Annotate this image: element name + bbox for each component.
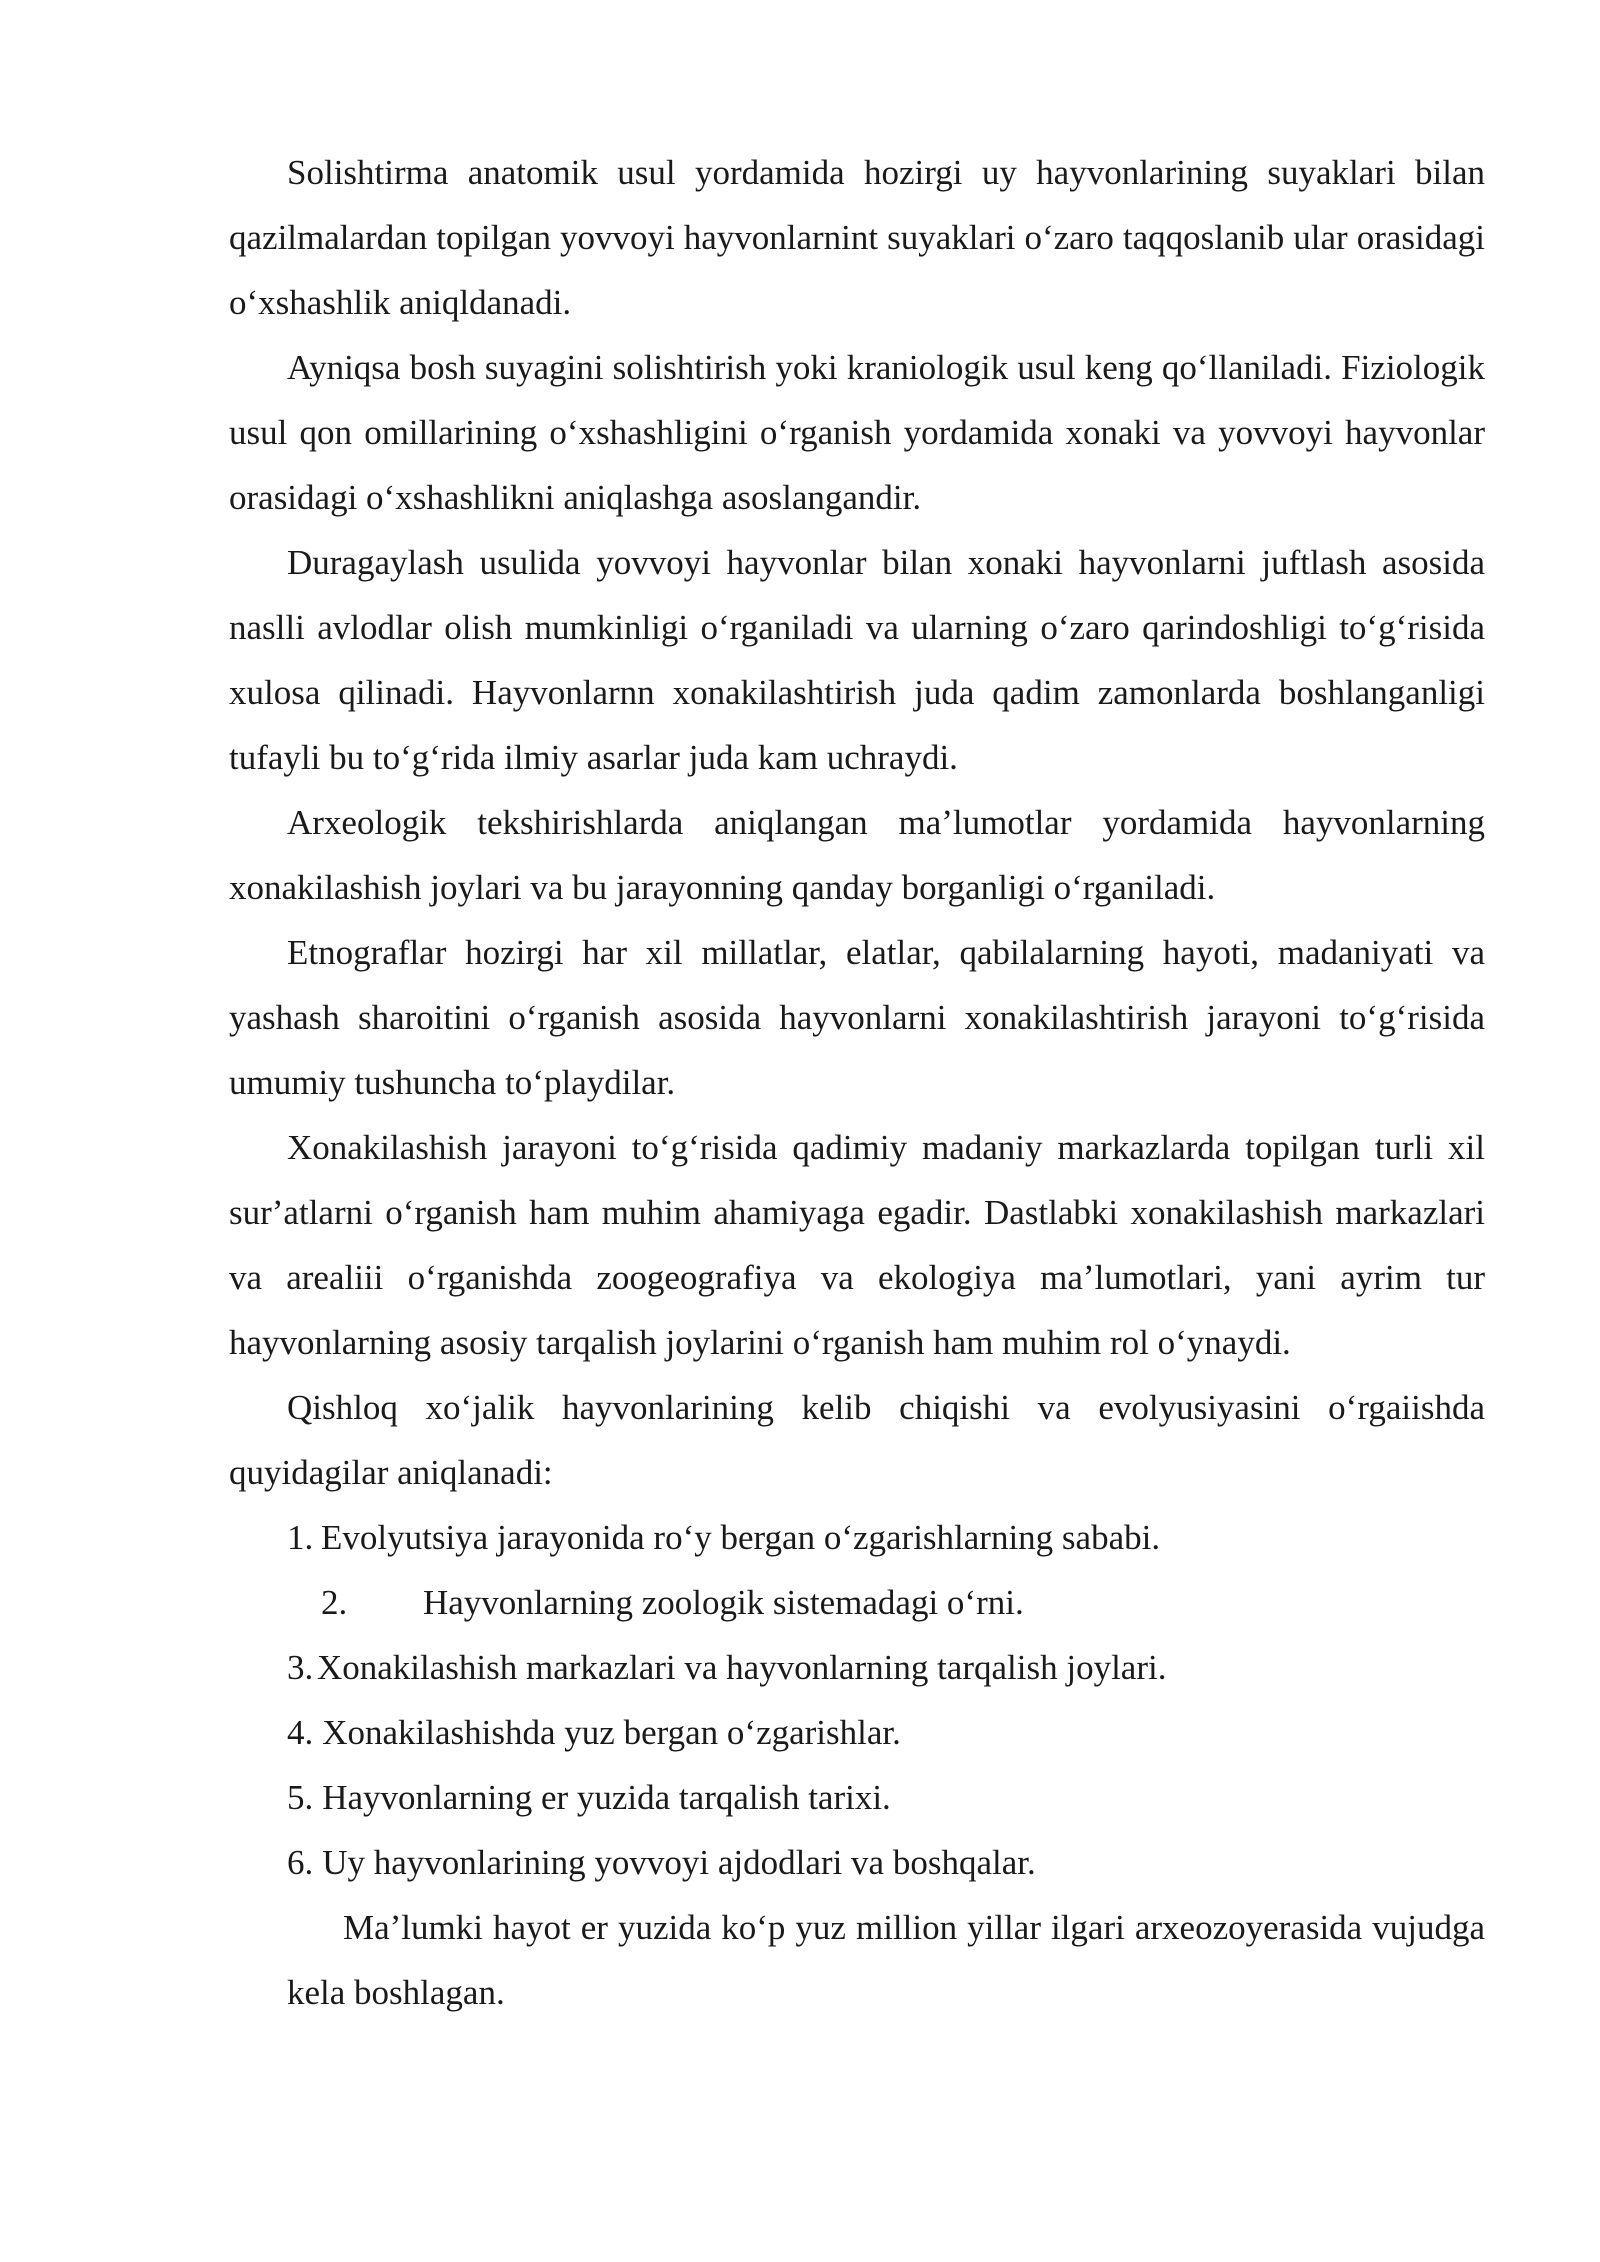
list-text: Xonakilashish markazlari va hayvonlarning tarqalish joylari. [317,1648,1167,1687]
paragraph-closing: Maʼlumki hayot er yuzida koʻp yuz million yillar ilgari arxeozoyerasida vujudga kela boshlagan. [287,1908,1485,2012]
list-text: Evolyutsiya jarayonida roʻy bergan oʻzgarishlarning sababi. [321,1518,1161,1557]
list-item [229,1765,1485,1830]
list-item [229,1830,1485,1895]
list-text: Hayvonlarning er yuzida tarqalish tarixi. [322,1778,891,1817]
list-item [229,1700,1485,1765]
paragraph-domestication-centers: Xonakilashish jarayoni toʻgʻrisida qadimiy madaniy markazlarda topilgan turli xil surʼatlarni oʻrganish ham muhim ahamiyaga egadir. Dastlabki xonakilashish markazlari va arealiii oʻrganishda zoogeografiya va ekologiya maʼlumotlari, yani ayrim tur hayvonlarning asosiy tarqalish joylarini oʻrganish ham muhim rol oʻynaydi. [229,1128,1485,1362]
list-number: 6. [287,1843,314,1882]
numbered-list [229,1505,1485,1895]
list-item [229,1570,1485,1635]
list-item [229,1635,1485,1700]
list-number: 3. [287,1648,314,1687]
paragraph-craniology-physiology: Ayniqsa bosh suyagini solishtirish yoki kraniologik usul keng qoʻllaniladi. Fiziologik usul qon omillarining oʻxshashligini oʻrganish yordamida xonaki va yovvoyi hayvonlar orasidagi oʻxshashlikni aniqlashga asoslangandir. [229,348,1485,517]
paragraph-list-intro: Qishloq xoʻjalik hayvonlarining kelib chiqishi va evolyusiyasini oʻrgaiishda quyidagilar aniqlanadi: [229,1388,1485,1492]
list-text: Xonakilashishda yuz bergan oʻzgarishlar. [322,1713,901,1752]
paragraph-hybridization: Duragaylash usulida yovvoyi hayvonlar bilan xonaki hayvonlarni juftlash asosida naslli avlodlar olish mumkinligi oʻrganiladi va ularning oʻzaro qarindoshligi toʻgʻrisida xulosa qilinadi. Hayvonlarnn xonakilashtirish juda qadim zamonlarda boshlanganligi tufayli bu toʻgʻrida ilmiy asarlar juda kam uchraydi. [229,543,1485,777]
list-item [229,1505,1485,1570]
list-number: 5. [287,1778,314,1817]
paragraph-comparative-anatomy: Solishtirma anatomik usul yordamida hozirgi uy hayvonlarining suyaklari bilan qazilmalardan topilgan yovvoyi hayvonlarnint suyaklari oʻzaro taqqoslanib ular orasidagi oʻxshashlik aniqldanadi. [229,153,1485,322]
paragraph-ethnography: Etnograflar hozirgi har xil millatlar, elatlar, qabilalarning hayoti, madaniyati va yashash sharoitini oʻrganish asosida hayvonlarni xonakilashtirish jarayoni toʻgʻrisida umumiy tushuncha toʻplaydilar. [229,933,1485,1102]
paragraph-archaeology: Arxeologik tekshirishlarda aniqlangan maʼlumotlar yordamida hayvonlarning xonakilashish joylari va bu jarayonning qanday borganligi oʻrganiladi. [229,803,1485,907]
list-number: 4. [287,1713,314,1752]
list-number: 1. [287,1518,314,1557]
list-number: 2. [321,1583,348,1622]
list-text: Hayvonlarning zoologik sistemadagi oʻrni. [423,1583,1024,1622]
document-page [229,140,1485,2025]
list-text: Uy hayvonlarining yovvoyi ajdodlari va boshqalar. [322,1843,1036,1882]
